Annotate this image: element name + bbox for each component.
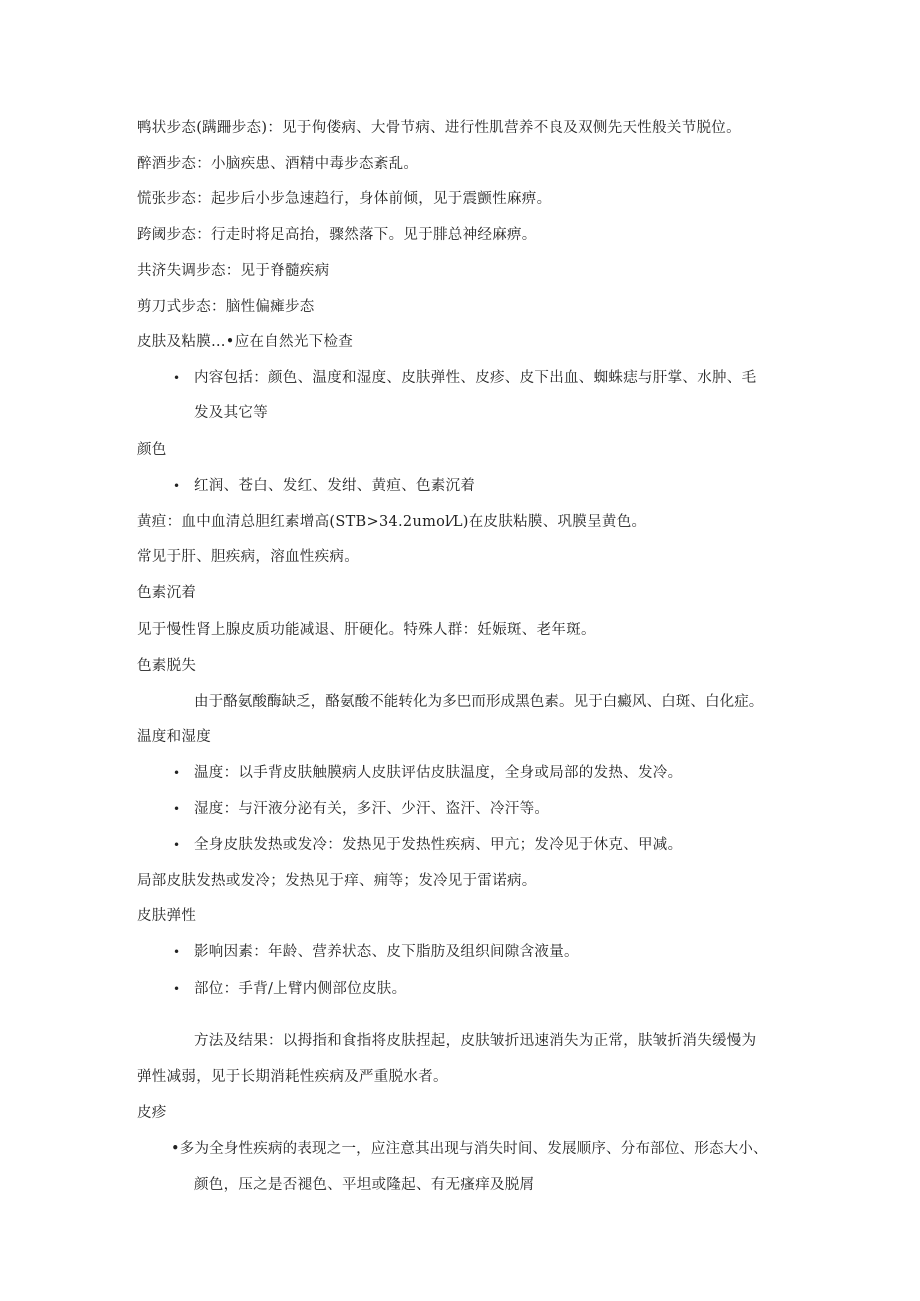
bullet-generalized-temperature: 全身皮肤发热或发冷：发热见于发热性疾病、甲亢；发冷见于休克、甲减。 — [194, 837, 683, 853]
paragraph-festinating-gait: 慌张步态：起步后小步急速趋行，身体前倾，见于震颤性麻痹。 — [137, 191, 552, 207]
paragraph-depigmentation: 由于酪氨酸酶缺乏，酪氨酸不能转化为多巴而形成黑色素。见于白癜风、白斑、白化症。 — [194, 694, 764, 710]
paragraph-method-line-2: 弹性减弱，见于长期消耗性疾病及严重脱水者。 — [137, 1069, 448, 1085]
bullet-humidity: 湿度：与汗液分泌有关，多汗、少汗、盗汗、冷汗等。 — [194, 801, 550, 817]
paragraph-pigmentation: 见于慢性肾上腺皮质功能减退、肝硬化。特殊人群：妊娠斑、老年斑。 — [137, 622, 596, 638]
paragraph-local-temperature: 局部皮肤发热或发冷；发热见于痒、痈等；发冷见于雷诺病。 — [137, 873, 537, 889]
heading-color: 颜色 — [137, 442, 167, 458]
paragraph-jaundice: 黄疸：血中血清总胆红素增高(STB>34.2umol⁄L)在皮肤粘膜、巩膜呈黄色。 — [137, 514, 647, 530]
bullet-exam-site: 部位：手背/上臂内侧部位皮肤。 — [194, 981, 407, 997]
paragraph-jaundice-causes: 常见于肝、胆疾病，溶血性疾病。 — [137, 549, 359, 565]
heading-temperature-humidity: 温度和湿度 — [137, 729, 211, 745]
bullet-color-list: 红润、苍白、发红、发绀、黄疸、色素沉着 — [194, 478, 476, 494]
heading-rash: 皮疹 — [137, 1105, 167, 1121]
bullet-marker: • — [173, 766, 181, 780]
heading-depigmentation: 色素脱失 — [137, 658, 197, 674]
paragraph-scissor-gait: 剪刀式步态：脑性偏瘫步态 — [137, 299, 315, 315]
bullet-marker: • — [173, 371, 181, 385]
bullet-marker: • — [173, 802, 181, 816]
paragraph-steppage-gait: 跨阈步态：行走时将足高抬，骤然落下。见于腓总神经麻痹。 — [137, 227, 537, 243]
heading-pigmentation: 色素沉着 — [137, 585, 197, 601]
bullet-marker: • — [173, 945, 181, 959]
paragraph-duck-gait: 鸭状步态(蹒跚步态)：见于佝偻病、大骨节病、进行性肌营养不良及双侧先天性般关节脱位。 — [137, 120, 741, 136]
heading-skin-elasticity: 皮肤弹性 — [137, 908, 197, 924]
paragraph-method-line-1: 方法及结果：以拇指和食指将皮肤捏起，皮肤皱折迅速消失为正常，肤皱折消失缓慢为 — [194, 1033, 757, 1049]
bullet-rash-line-2: 颜色，压之是否褪色、平坦或隆起、有无瘙痒及脱屑 — [194, 1177, 535, 1193]
bullet-content-line-1: 内容包括：颜色、温度和湿度、皮肤弹性、皮疹、皮下出血、蜘蛛痣与肝掌、水肿、毛 — [194, 370, 757, 386]
paragraph-ataxic-gait: 共济失调步态：见于脊髓疾病 — [137, 263, 330, 279]
bullet-marker: • — [173, 982, 181, 996]
bullet-marker: • — [173, 838, 181, 852]
bullet-marker: • — [173, 479, 181, 493]
bullet-temperature: 温度：以手背皮肤触膜病人皮肤评估皮肤温度，全身或局部的发热、发冷。 — [194, 765, 683, 781]
paragraph-drunken-gait: 醉酒步态：小脑疾患、酒精中毒步态紊乱。 — [137, 156, 419, 172]
bullet-rash-line-1: •多为全身性疾病的表现之一，应注意其出现与消失时间、发展顺序、分布部位、形态大小、 — [171, 1141, 768, 1157]
paragraph-skin-mucosa: 皮肤及粘膜…•应在自然光下检查 — [137, 334, 354, 350]
bullet-content-line-2: 发及其它等 — [194, 405, 268, 421]
bullet-influencing-factors: 影响因素：年龄、营养状态、皮下脂肪及组织间隙含液量。 — [194, 944, 579, 960]
